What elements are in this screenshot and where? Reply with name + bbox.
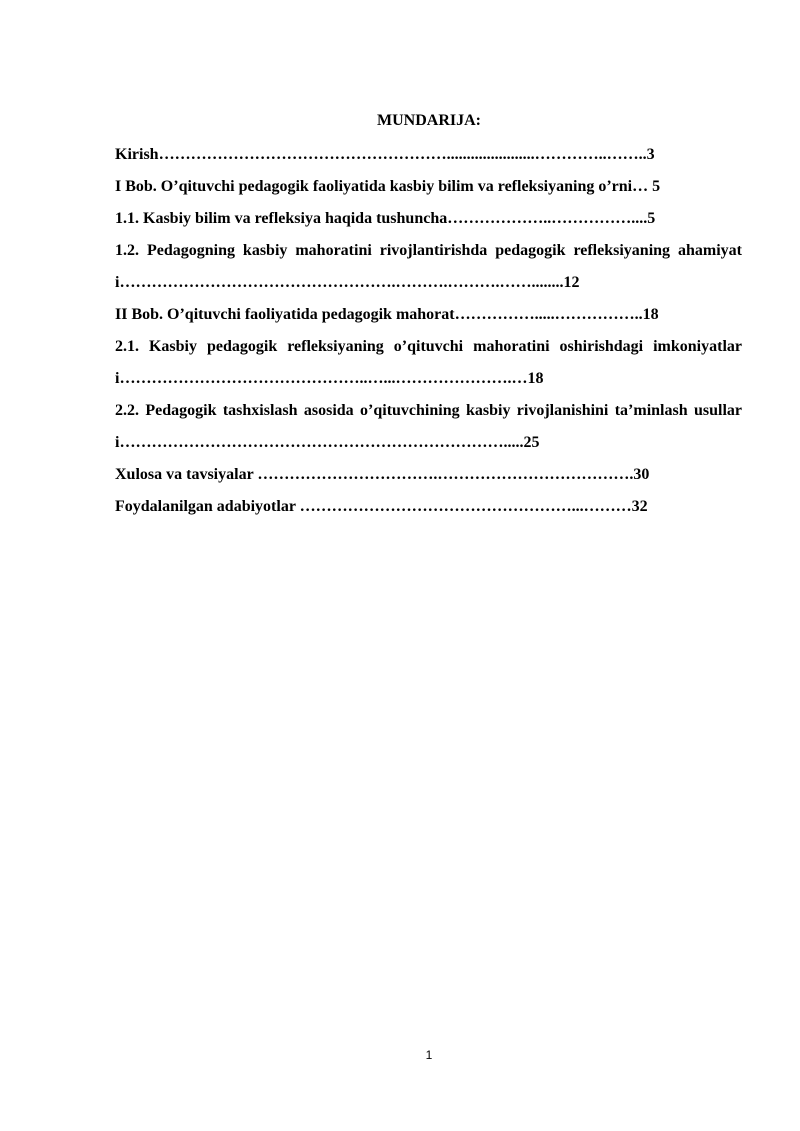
- toc-entry-chapter-1: I Bob. O’qituvchi pedagogik faoliyatida kasbiy bilim va refleksiyaning o’rni… 5: [115, 178, 661, 195]
- document-title: MUNDARIJA:: [377, 112, 481, 129]
- toc-entry-section-2-2: 2.2. Pedagogik tashxislash asosida o’qituvchining kasbiy rivojlanishini ta’minlash usullari……………………………………………………………….....25: [115, 402, 742, 451]
- toc-entry-section-1-1: 1.1. Kasbiy bilim va refleksiya haqida tushuncha………………..……………....5: [115, 210, 656, 227]
- toc-entry-section-1-2: 1.2. Pedagogning kasbiy mahoratini rivojlantirishda pedagogik refleksiyaning ahamiyati…………………………………………….……….……….……........12: [115, 242, 742, 291]
- page-number: 1: [425, 1048, 433, 1062]
- toc-entry-kirish: Kirish………………………………………………......................…………..……..3: [115, 146, 655, 163]
- toc-entry-chapter-2: II Bob. O’qituvchi faoliyatida pedagogik mahorat…………….....……………..18: [115, 306, 659, 323]
- toc-entry-conclusion: Xulosa va tavsiyalar …………………………….……………………………….30: [115, 466, 650, 483]
- toc-entry-references: Foydalanilgan adabiyotlar ……………………………………………...………32: [115, 498, 648, 515]
- table-of-contents: [115, 139, 742, 523]
- toc-entry-section-2-1: 2.1. Kasbiy pedagogik refleksiyaning o’qituvchi mahoratini oshirishdagi imkoniyatlari………………………………………..…...………………….…18: [115, 338, 742, 387]
